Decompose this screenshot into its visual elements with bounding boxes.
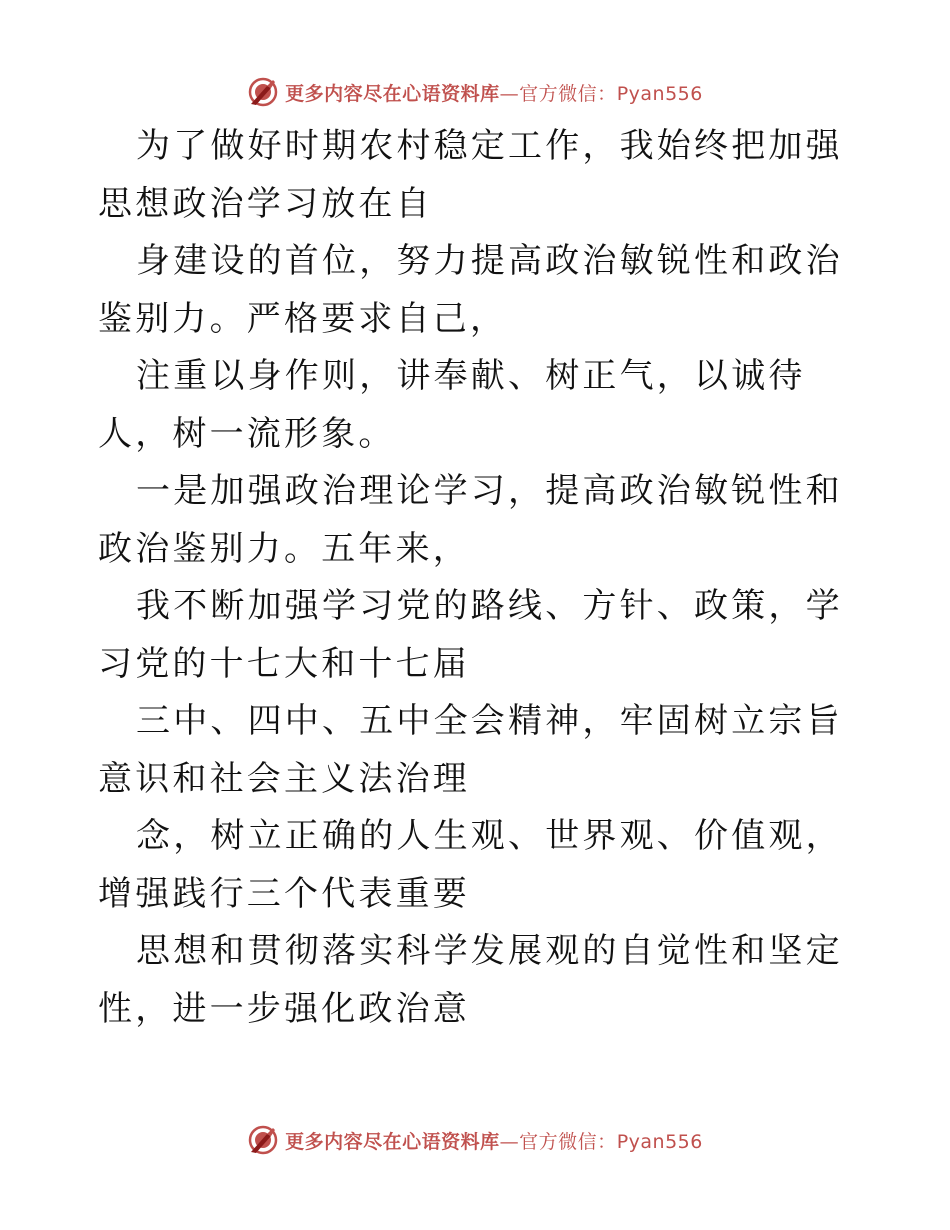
footer-banner-text (285, 1127, 703, 1154)
paragraph: 我不断加强学习党的路线、方针、政策，学习党的十七大和十七届 (98, 586, 843, 684)
footer-brand: 更多内容尽在心语资料库 (285, 1130, 500, 1153)
paragraph: 注重以身作则，讲奉献、树正气，以诚待人，树一流形象。 (98, 356, 806, 454)
document-body (98, 118, 858, 1038)
header-separator: —官方微信： (499, 82, 617, 105)
paragraph: 身建设的首位，努力提高政治敏锐性和政治鉴别力。严格要求自己， (98, 241, 843, 339)
footer-separator: —官方微信： (499, 1130, 617, 1153)
paragraph: 思想和贯彻落实科学发展观的自觉性和坚定性，进一步强化政治意 (98, 931, 843, 1029)
paragraph: 三中、四中、五中全会精神，牢固树立宗旨意识和社会主义法治理 (98, 701, 843, 799)
paragraph: 一是加强政治理论学习，提高政治敏锐性和政治鉴别力。五年来， (98, 471, 843, 569)
pen-logo-icon (247, 76, 279, 108)
pen-logo-icon (247, 1124, 279, 1156)
header-wechat-id: Pyan556 (616, 82, 703, 105)
footer-banner (0, 1120, 950, 1160)
header-banner-text (285, 79, 703, 106)
paragraph: 为了做好时期农村稳定工作，我始终把加强思想政治学习放在自 (98, 126, 843, 224)
footer-wechat-id: Pyan556 (616, 1130, 703, 1153)
header-banner (0, 72, 950, 112)
header-brand: 更多内容尽在心语资料库 (285, 82, 500, 105)
paragraph: 念，树立正确的人生观、世界观、价值观，增强践行三个代表重要 (98, 816, 843, 914)
